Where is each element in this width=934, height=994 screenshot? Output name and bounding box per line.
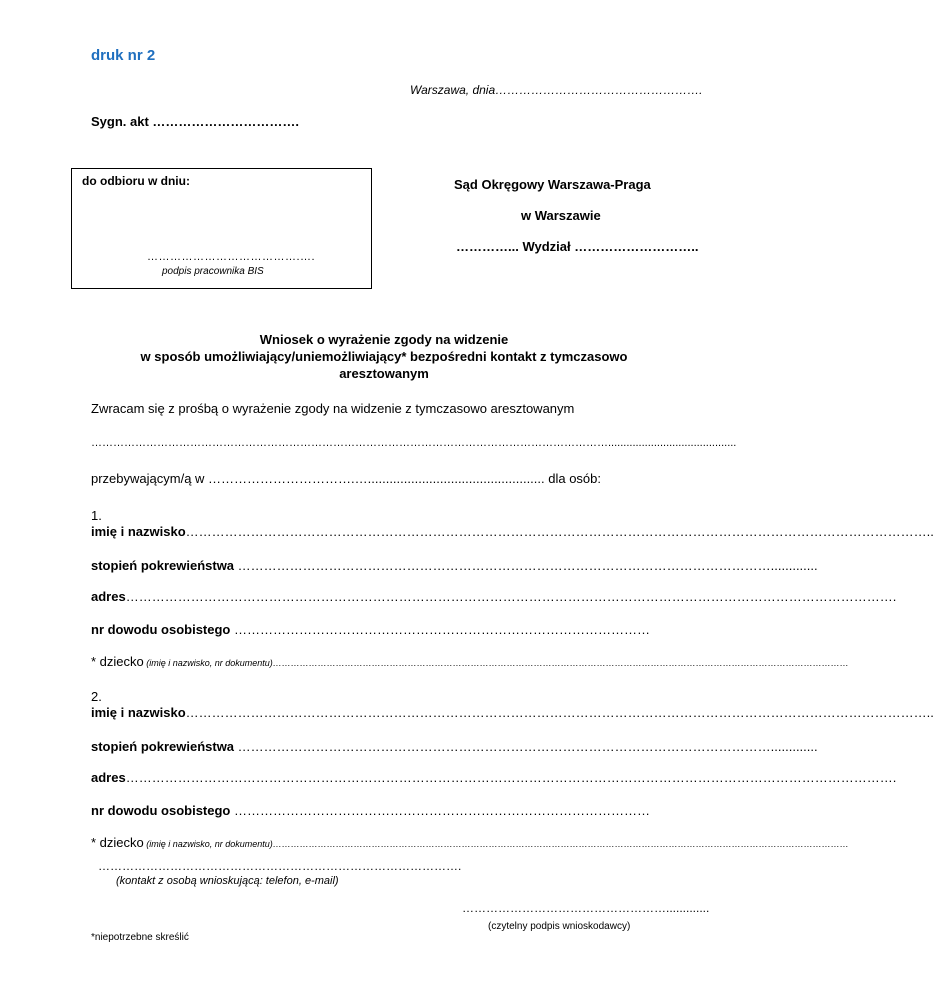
person-number: 2. — [91, 689, 102, 704]
person-child-hint: (imię i nazwisko, nr dokumentu) — [143, 839, 273, 849]
person-name-label: imię i nazwisko — [91, 705, 186, 720]
bis-signature-caption: podpis pracownika BIS — [162, 266, 264, 277]
case-reference-field[interactable]: Sygn. akt ……………………………. — [91, 114, 300, 129]
person-relation-dots[interactable]: ……………………………………………………………………………………………………………............. — [234, 739, 818, 754]
person-relation-label: stopień pokrewieństwa — [91, 739, 235, 754]
person-child-dots[interactable]: ………………………………………………………………………………………………………………………………………………………………………… — [272, 839, 849, 849]
person-child-hint: (imię i nazwisko, nr dokumentu) — [143, 658, 273, 668]
person-address-dots[interactable]: ……………………………………………………………………………………………………………………………………………………………. — [125, 589, 897, 604]
person-child-dots[interactable]: ………………………………………………………………………………………………………………………………………………………………………… — [272, 658, 849, 668]
applicant-signature-caption: (czytelny podpis wnioskodawcy) — [488, 921, 631, 932]
person-address-label: adres — [91, 770, 126, 785]
court-division-field[interactable]: …………... Wydział ……………………….. — [456, 239, 699, 254]
bis-signature-field[interactable]: ………………………………….…. — [147, 251, 316, 263]
person-relation-dots[interactable]: ……………………………………………………………………………………………………………............. — [234, 558, 818, 573]
person-relation-field[interactable] — [91, 558, 818, 573]
person-id-field[interactable] — [91, 622, 651, 637]
person-id-dots[interactable]: …………………………………………………………………………………… — [230, 803, 651, 818]
person-child-label: * dziecko — [91, 654, 144, 669]
form-number: druk nr 2 — [91, 47, 156, 64]
contact-field[interactable]: ………………………………………………………………………………. — [98, 859, 462, 873]
person-child-field[interactable] — [91, 654, 849, 669]
request-intro: Zwracam się z prośbą o wyrażenie zgody na widzenie z tymczasowo aresztowanym — [91, 401, 575, 416]
receipt-date-label: do odbioru w dniu: — [82, 174, 190, 188]
person-relation-label: stopień pokrewieństwa — [91, 558, 235, 573]
person-name-field[interactable] — [91, 705, 934, 720]
person-child-label: * dziecko — [91, 835, 144, 850]
person-name-label: imię i nazwisko — [91, 524, 186, 539]
document-title-line1: Wniosek o wyrażenie zgody na widzenie — [259, 332, 509, 347]
contact-caption: (kontakt z osobą wnioskującą: telefon, e-mail) — [116, 875, 339, 887]
detainee-name-field[interactable]: …………………………………………………………………………………………………………………………….......................................... — [91, 437, 737, 449]
detainee-location-field[interactable]: przebywającym/ą w …………………………….…................................................. dla osób: — [91, 471, 602, 486]
person-number: 1. — [91, 508, 102, 523]
person-name-field[interactable] — [91, 524, 934, 539]
person-address-field[interactable] — [91, 589, 897, 604]
footnote: *niepotrzebne skreślić — [91, 932, 189, 943]
person-address-field[interactable] — [91, 770, 897, 785]
person-address-dots[interactable]: ……………………………………………………………………………………………………………………………………………………………. — [125, 770, 897, 785]
document-title-line2: w sposób umożliwiający/uniemożliwiający* bezpośredni kontakt z tymczasowo — [140, 349, 628, 364]
person-id-label: nr dowodu osobistego — [91, 622, 231, 637]
court-name: Sąd Okręgowy Warszawa-Praga — [454, 177, 651, 192]
document-title-line3: aresztowanym — [339, 366, 429, 381]
person-name-dots[interactable]: ……………………………………………………………………………………………………………………………………………………….. — [185, 705, 934, 720]
person-id-field[interactable] — [91, 803, 651, 818]
person-name-dots[interactable]: ……………………………………………………………………………………………………………………………………………………….. — [185, 524, 934, 539]
place-date-field[interactable]: Warszawa, dnia……………………………………………. — [410, 83, 703, 97]
person-child-field[interactable] — [91, 835, 849, 850]
person-id-label: nr dowodu osobistego — [91, 803, 231, 818]
person-relation-field[interactable] — [91, 739, 818, 754]
person-address-label: adres — [91, 589, 126, 604]
receipt-box — [71, 168, 372, 289]
court-city: w Warszawie — [521, 208, 601, 223]
applicant-signature-field[interactable]: ……………………………………………............. — [462, 901, 710, 915]
person-id-dots[interactable]: …………………………………………………………………………………… — [230, 622, 651, 637]
